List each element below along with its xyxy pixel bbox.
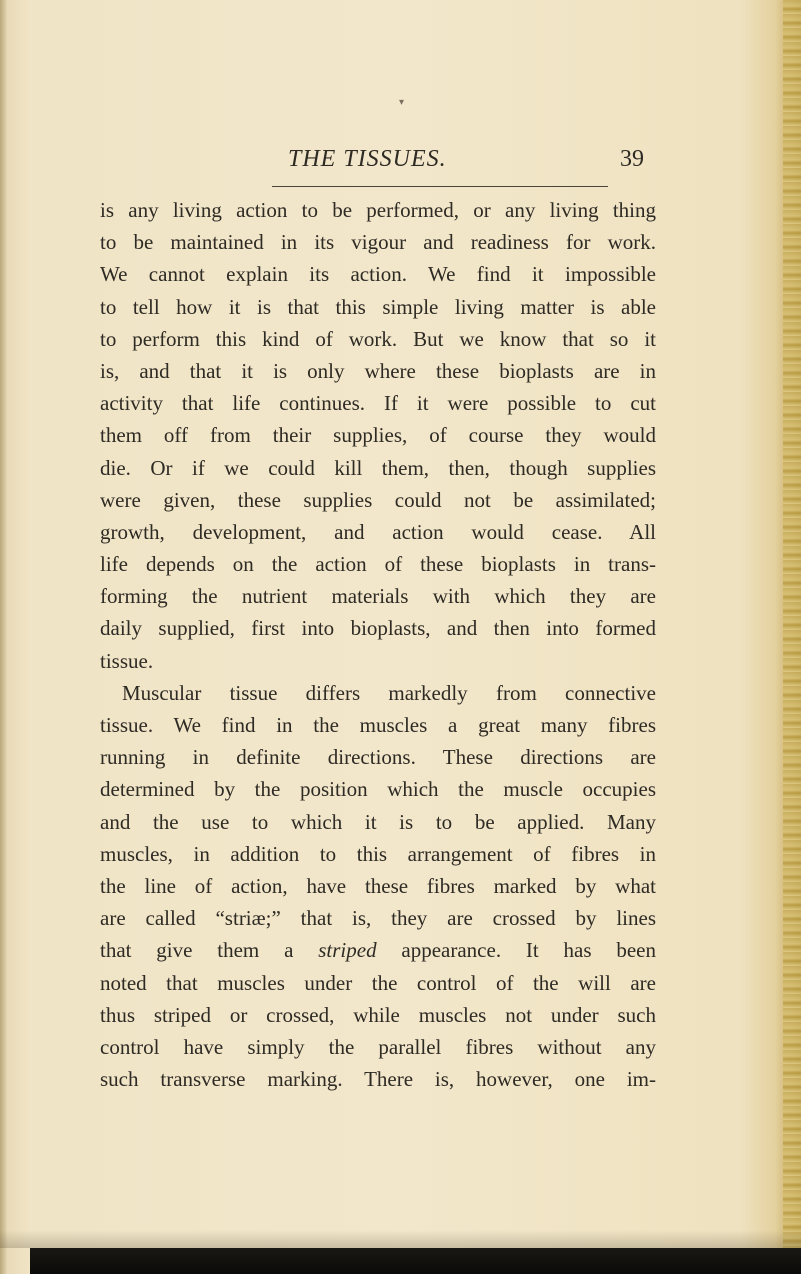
text-line: is any living action to be performed, or any living thing bbox=[100, 198, 656, 222]
text-line-paragraph-end: tissue. bbox=[100, 648, 154, 673]
text-line: is, and that it is only where these bioplasts are in bbox=[100, 358, 656, 383]
text-line-with-emphasis bbox=[100, 934, 656, 966]
text-line: such transverse marking. There is, however, one im- bbox=[100, 1067, 656, 1092]
text-line: tissue. We find in the muscles a great many fibres bbox=[100, 713, 656, 737]
page-gutter-shadow bbox=[0, 0, 7, 1274]
text-line: to be maintained in its vigour and readiness for work. bbox=[100, 230, 656, 255]
text-line: life depends on the action of these bioplasts in trans- bbox=[100, 552, 656, 577]
page-number: 39 bbox=[620, 146, 644, 172]
text-line: daily supplied, first into bioplasts, and then into formed bbox=[100, 616, 656, 641]
text-line: running in definite directions. These directions are bbox=[100, 745, 656, 770]
page-edge-gilt bbox=[783, 0, 801, 1274]
text-line: them off from their supplies, of course they would bbox=[100, 423, 656, 448]
body-text bbox=[100, 194, 656, 1095]
text-line: die. Or if we could kill them, then, though supplies bbox=[100, 455, 656, 480]
page-bottom-shadow bbox=[0, 1230, 801, 1248]
text-line: We cannot explain its action. We find it impossible bbox=[100, 262, 656, 287]
text-line: noted that muscles under the control of the will are bbox=[100, 970, 656, 995]
running-head-title: THE TISSUES. bbox=[288, 146, 447, 172]
text-line: activity that life continues. If it were possible to cut bbox=[100, 391, 656, 416]
text-line: growth, development, and action would cease. All bbox=[100, 519, 656, 544]
page-bottom-edge bbox=[30, 1248, 801, 1274]
text-line: were given, these supplies could not be assimilated; bbox=[100, 487, 656, 512]
text-line: determined by the position which the muscle occupies bbox=[100, 777, 656, 802]
text-line: and the use to which it is to be applied. Many bbox=[100, 809, 656, 834]
running-header bbox=[100, 146, 650, 178]
text-line: thus striped or crossed, while muscles not under such bbox=[100, 1002, 656, 1027]
text-segment: that give them a bbox=[100, 938, 319, 963]
text-line: forming the nutrient materials with which they are bbox=[100, 584, 656, 609]
text-line: muscles, in addition to this arrangement of fibres in bbox=[100, 841, 656, 866]
text-line-paragraph-start: Muscular tissue differs markedly from connective bbox=[122, 680, 656, 705]
text-line: control have simply the parallel fibres without any bbox=[100, 1034, 656, 1059]
stray-mark: ▾ bbox=[399, 97, 405, 108]
text-line: to perform this kind of work. But we know that so it bbox=[100, 326, 656, 351]
emphasized-word: striped bbox=[318, 938, 377, 963]
text-line: are called “striæ;” that is, they are crossed by lines bbox=[100, 906, 656, 931]
header-rule bbox=[272, 186, 608, 187]
text-line: to tell how it is that this simple living matter is able bbox=[100, 294, 656, 319]
text-line: the line of action, have these fibres marked by what bbox=[100, 873, 656, 898]
text-segment: appearance. It has been bbox=[376, 938, 656, 963]
